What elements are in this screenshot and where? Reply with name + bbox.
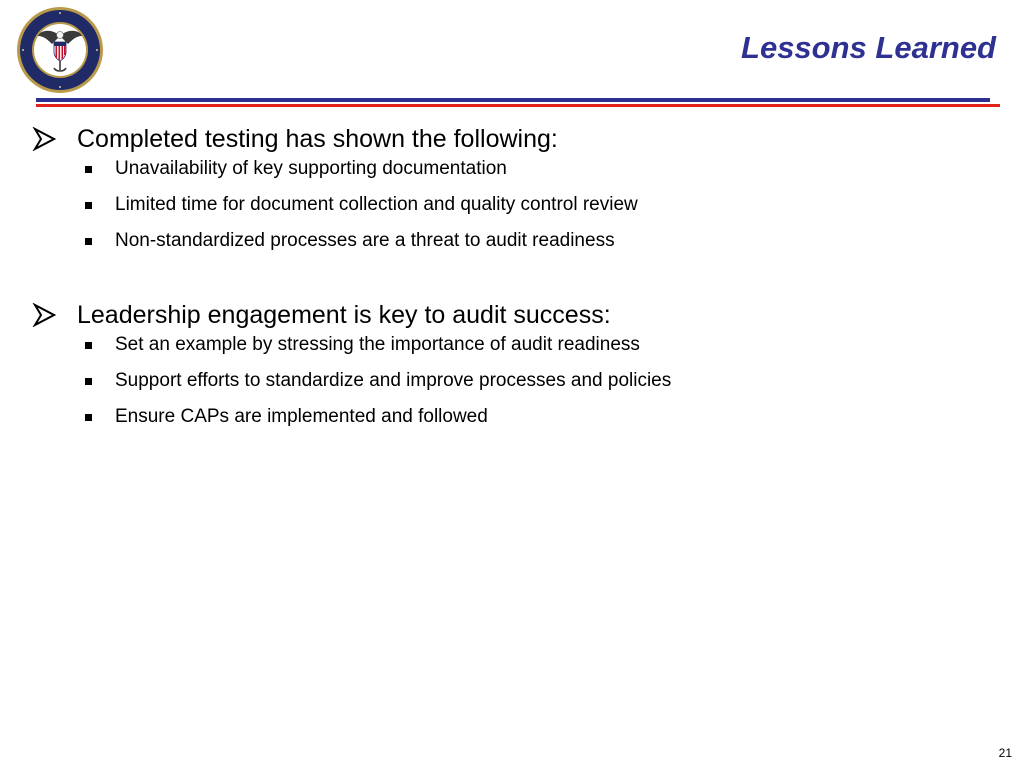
square-bullet-icon <box>85 166 92 173</box>
square-bullet-icon <box>85 414 92 421</box>
section-heading-text: Completed testing has shown the following: <box>77 125 558 153</box>
square-bullet-icon <box>85 202 92 209</box>
square-bullet-icon <box>85 378 92 385</box>
list-item-text: Limited time for document collection and quality control review <box>115 194 638 215</box>
list-item-text: Ensure CAPs are implemented and followed <box>115 406 488 427</box>
list-item-text: Non-standardized processes are a threat to audit readiness <box>115 230 615 251</box>
arrow-bullet-icon <box>32 127 56 151</box>
navy-seal-logo <box>16 6 104 94</box>
list-item-text: Support efforts to standardize and improve processes and policies <box>115 370 672 391</box>
title-rule-blue <box>36 98 990 102</box>
section-heading-text: Leadership engagement is key to audit success: <box>77 301 611 329</box>
list-item-text: Unavailability of key supporting documentation <box>115 158 507 179</box>
slide-title: Lessons Learned <box>741 30 996 65</box>
square-bullet-icon <box>85 342 92 349</box>
page-number: 21 <box>998 746 1012 760</box>
title-rule-red <box>36 104 1000 107</box>
arrow-bullet-icon <box>32 303 56 327</box>
list-item-text: Set an example by stressing the importance of audit readiness <box>115 334 640 355</box>
square-bullet-icon <box>85 238 92 245</box>
